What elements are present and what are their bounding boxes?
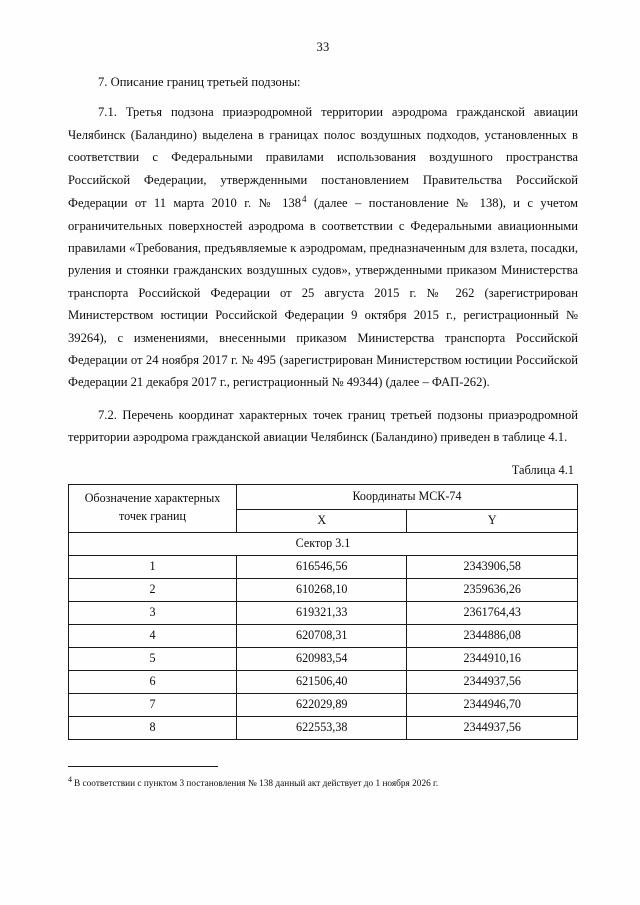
footnote-separator	[68, 766, 218, 767]
footnote-marker: 4	[68, 774, 72, 784]
cell-y: 2361764,43	[407, 601, 578, 624]
cell-y: 2359636,26	[407, 578, 578, 601]
table-row	[69, 693, 578, 716]
cell-y: 2344946,70	[407, 693, 578, 716]
header-coords-group: Координаты МСК-74	[236, 484, 577, 509]
table-body	[69, 532, 578, 739]
cell-y: 2344886,08	[407, 624, 578, 647]
cell-y: 2344937,56	[407, 670, 578, 693]
header-x: X	[236, 509, 407, 532]
cell-y: 2344910,16	[407, 647, 578, 670]
header-y: Y	[407, 509, 578, 532]
footnote	[68, 774, 578, 791]
cell-x: 621506,40	[236, 670, 407, 693]
table-row	[69, 624, 578, 647]
cell-y: 2343906,58	[407, 555, 578, 578]
header-designation: Обозначение характерных точек границ	[69, 484, 237, 532]
cell-point-number: 2	[69, 578, 237, 601]
paragraph-7-1-part1: 7.1. Третья подзона приаэродромной территории аэродрома гражданской авиации Челябинск (Баландино) выделена в границах полос воздушных подходов, установленных в соответствии с Федеральными правилами использования воздушного пространства Российской Федерации, утвержденными постановлением Правительства Российской Федерации от 11 марта 2010 г. № 138	[68, 105, 578, 211]
cell-x: 620983,54	[236, 647, 407, 670]
table-row	[69, 555, 578, 578]
cell-x: 622553,38	[236, 716, 407, 739]
paragraph-7-1	[68, 101, 578, 393]
page-number: 33	[316, 40, 330, 54]
table-row	[69, 716, 578, 739]
cell-point-number: 7	[69, 693, 237, 716]
table-row	[69, 578, 578, 601]
table-header-row-1	[69, 484, 578, 509]
cell-x: 620708,31	[236, 624, 407, 647]
cell-point-number: 1	[69, 555, 237, 578]
cell-x: 610268,10	[236, 578, 407, 601]
paragraph-7-2: 7.2. Перечень координат характерных точек границ третьей подзоны приаэродромной территории аэродрома гражданской авиации Челябинск (Баландино) приведен в таблице 4.1.	[68, 407, 578, 445]
sector-row	[69, 532, 578, 555]
sector-label: Сектор 3.1	[69, 532, 578, 555]
cell-point-number: 4	[69, 624, 237, 647]
table-header	[69, 484, 578, 532]
table-row	[69, 601, 578, 624]
cell-x: 616546,56	[236, 555, 407, 578]
cell-x: 619321,33	[236, 601, 407, 624]
cell-point-number: 5	[69, 647, 237, 670]
cell-x: 622029,89	[236, 693, 407, 716]
cell-point-number: 6	[69, 670, 237, 693]
paragraph-7-1-part2: (далее – постановление № 138), и с учетом ограничительных поверхностей аэродрома в соответствии с Федеральными авиационными правилами «Требования, предъявляемые к аэродромам, предназначенным для взлета, посадки, руления и стоянки гражданских воздушных судов», утвержденными приказом Министерства транспорта Российской Федерации от 25 августа 2015 г. № 262 (зарегистрирован Министерством юстиции Российской Федерации 9 октября 2015 г., регистрационный № 39264), с изменениями, внесенными приказом Министерства транспорта Российской Федерации от 24 ноября 2017 г. № 495 (зарегистрирован Министерством юстиции Российской Федерации 21 декабря 2017 г., регистрационный № 49344) (далее – ФАП-262).	[68, 196, 578, 390]
table-row	[69, 647, 578, 670]
footnote-reference-4: 4	[302, 194, 307, 205]
table-caption: Таблица 4.1	[511, 462, 574, 477]
table-row	[69, 670, 578, 693]
cell-point-number: 3	[69, 601, 237, 624]
paragraph-7: 7. Описание границ третьей подзоны:	[98, 75, 301, 89]
cell-point-number: 8	[69, 716, 237, 739]
coordinates-table	[68, 484, 578, 740]
footnote-text: В соответствии с пунктом 3 постановления № 138 данный акт действует до 1 ноября 2026 г.	[74, 778, 439, 789]
cell-y: 2344937,56	[407, 716, 578, 739]
